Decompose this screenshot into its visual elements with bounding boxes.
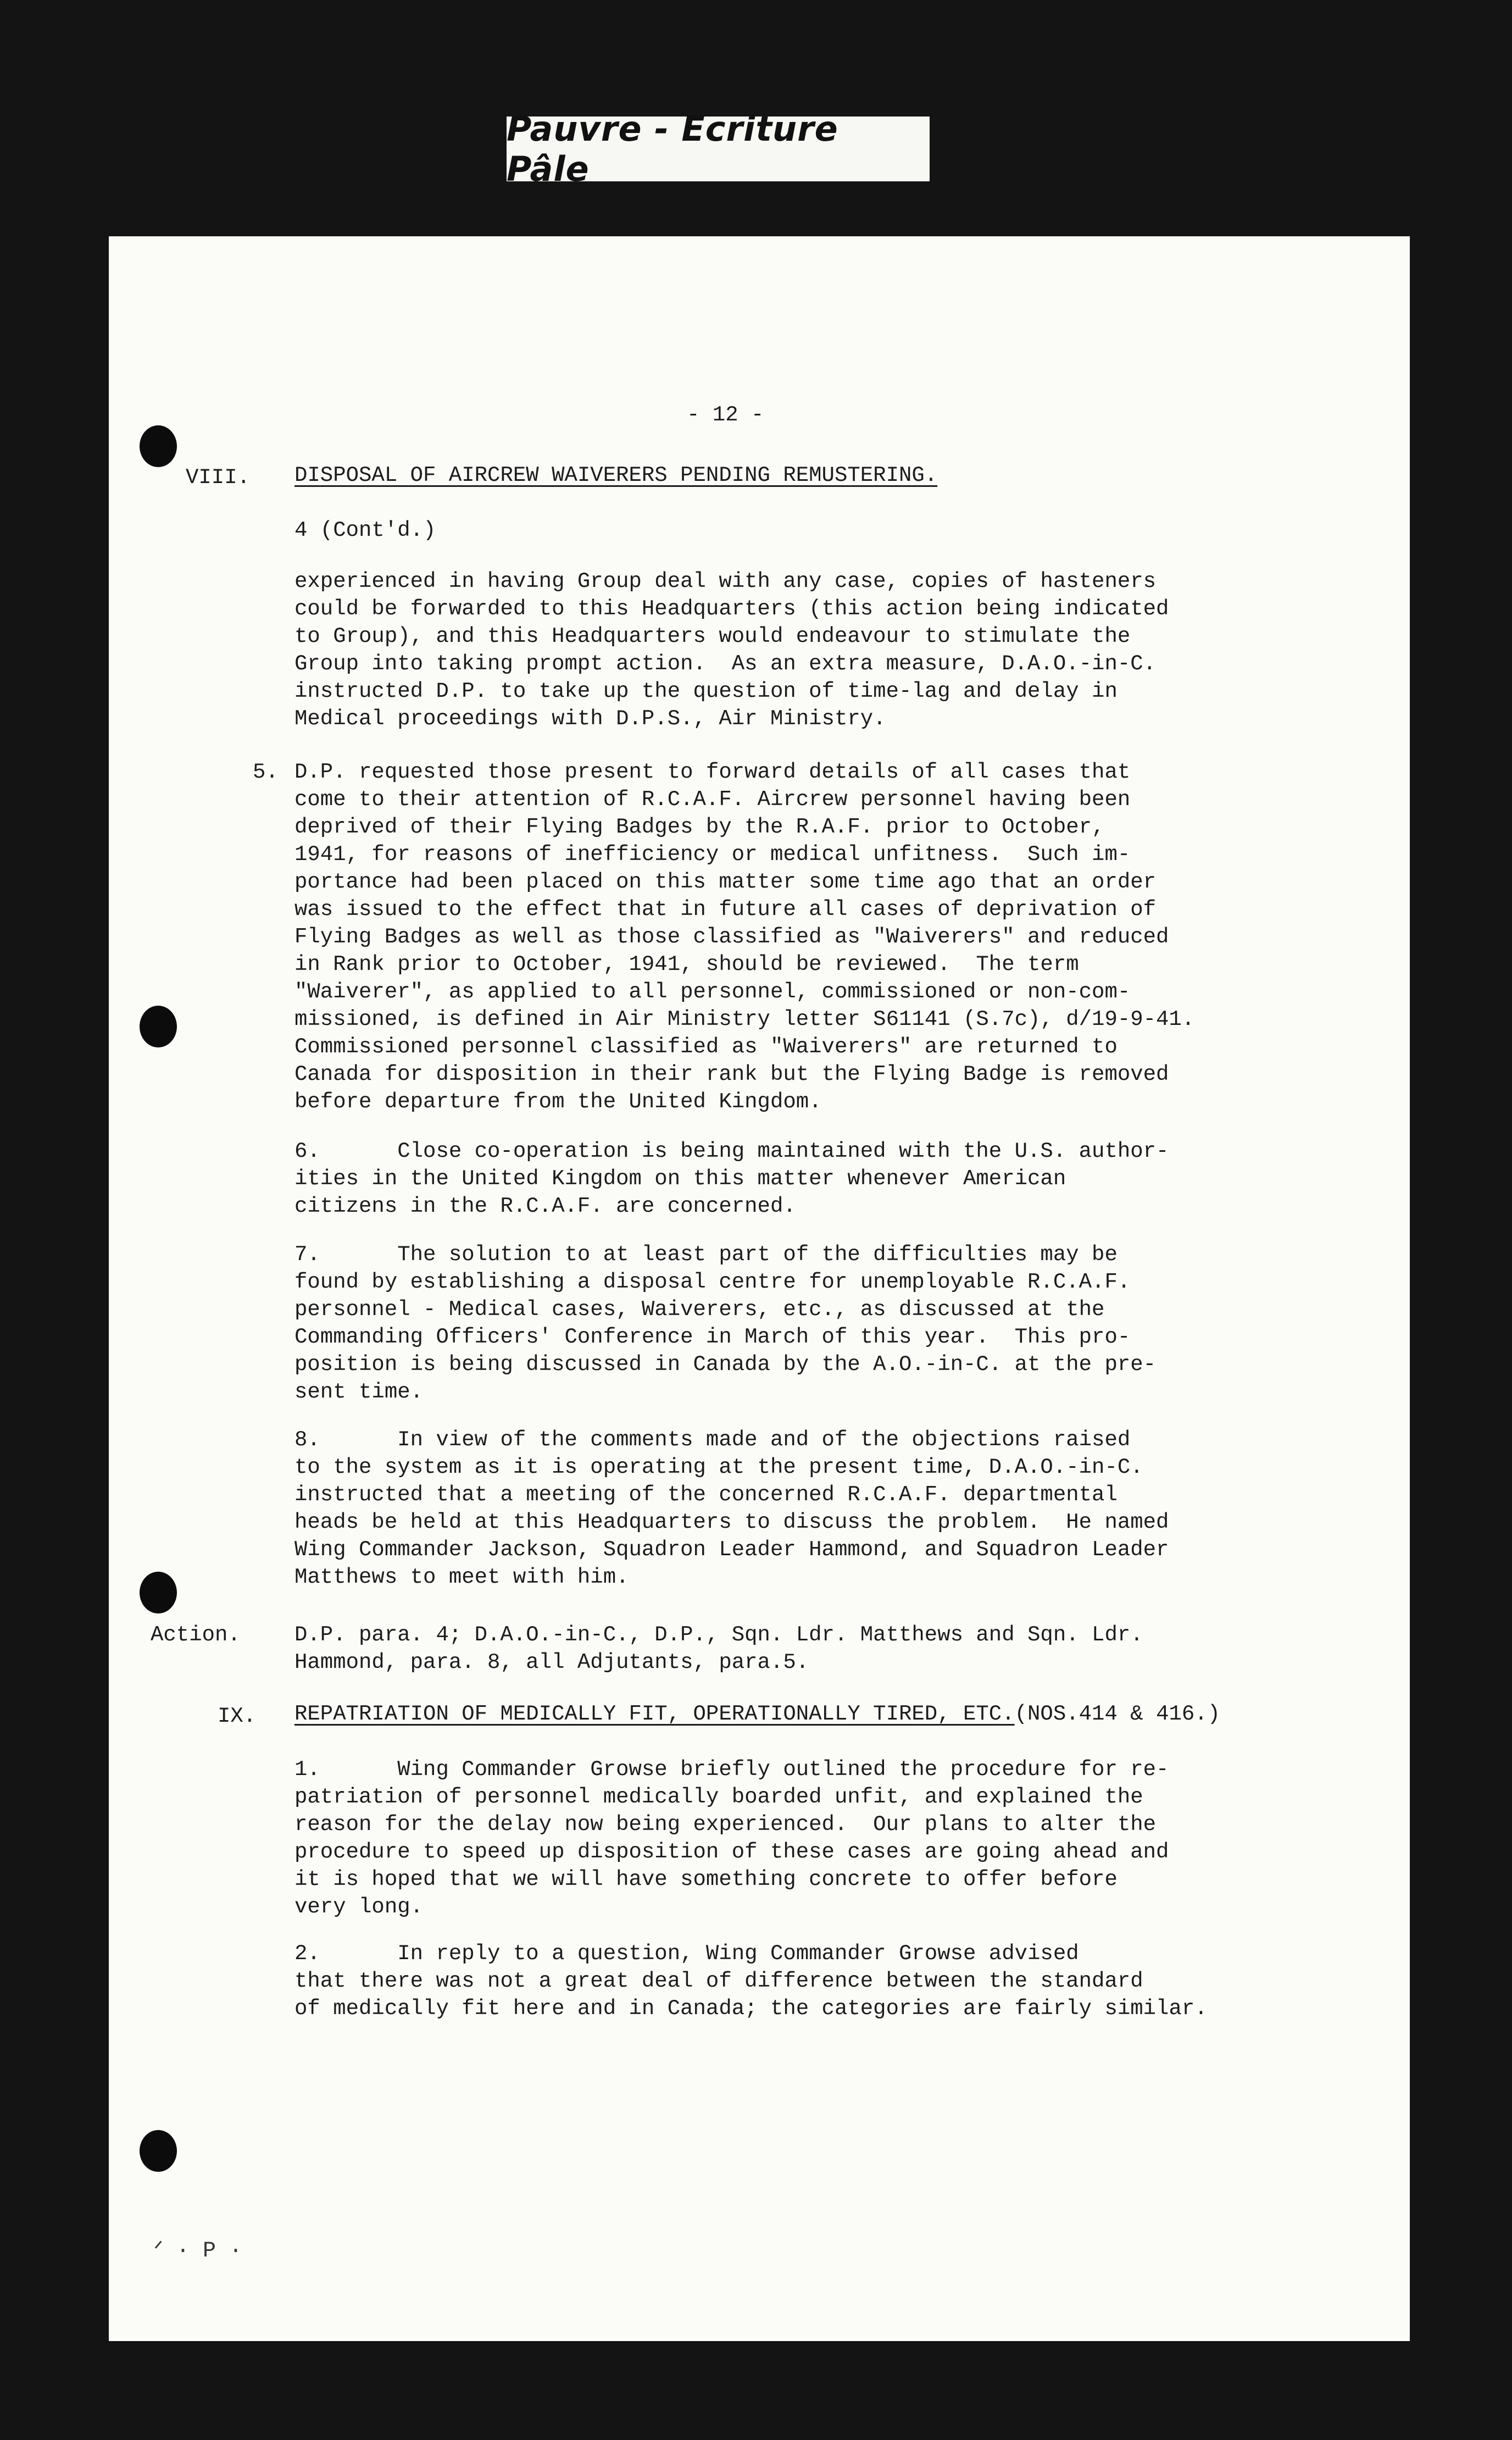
punch-hole bbox=[140, 425, 177, 467]
label-text: Pauvre - Ecriture Pâle bbox=[507, 109, 838, 189]
punch-hole bbox=[140, 2130, 177, 2172]
continued-label: 4 (Cont'd.) bbox=[294, 518, 436, 542]
paragraph-5: D.P. requested those present to forward details of all cases that come to their attention of R.C.A.F. Aircrew personnel having been deprived of their Flying Badges by the R.A.F. prior to October, 1941, for reasons of inefficiency or medical unfitness. Such im- portance had been placed on this matter some time ago that an order was issued to the effect that in future all cases of deprivation of Flying Badges as well as those classified as "Waiverers" and reduced in Rank prior to October, 1941, should be reviewed. The term "Waiverer", as applied to all personnel, commissioned or non-com- missioned, is defined in Air Ministry letter S61141 (S.7c), d/19-9-41. Commissioned personnel classified as "Waiverers" are returned to Canada for disposition in their rank but the Flying Badge is removed before departure from the United Kingdom. bbox=[294, 760, 1195, 1114]
punch-hole bbox=[140, 1006, 177, 1047]
page-number: - 12 - bbox=[687, 403, 764, 427]
document-page: ᐟ · P · - 12 - VIII. DISPOSAL OF AIRCREW WAIVERERS PENDING REMUSTERING. 4 (Cont'd.) experienced in having Group deal with any case, copies of hasteners could be forwarded to this Headquarters (this action being indicated to Group), and this Headquarters would endeavour to stimulate the Group into taking prompt action. As an extra measure, D.A.O.-in-C. instructed D.P. to take up the question of time-lag and delay in Medical proceedings with D.P.S., Air Ministry. 5. D.P. requested those present to forward details of all cases that come to their attention of R.C.A.F. Aircrew personnel having been deprived of their Flying Badges by the R.A.F. prior to October, 1941, for reasons of inefficiency or medical unfitness. Such im- portance had been placed on this matter some time ago that an order was issued to the effect that in future all cases of deprivation of Flying Badges as well as those classified as "Waiverers" and reduced in Rank prior to October, 1941, should be reviewed. The term "Waiverer", as applied to all personnel, commissioned or non-com- missioned, is defined in Air Ministry letter S61141 (S.7c), d/19-9-41. Commissioned personnel classified as "Waiverers" are returned to Canada for disposition in their rank but the Flying Badge is removed before departure from the United Kingdom. 6. Close co-operation is being maintained with the U.S. author- ities in the United Kingdom on this matter whenever American citizens in the R.C.A.F. are concerned. 7. The solution to at least part of the difficulties may be found by establishing a disposal centre for unemployable R.C.A.F. personnel - Medical cases, Waiverers, etc., as discussed at the Commanding Officers' Conference in March of this year. This pro- position is being discussed in Canada by the A.O.-in-C. at the pre- sent time. 8. In view of the comments made and of the objections raised to the system as it is operating at the present time, D.A.O.-in-C. instructed that a meeting of the concerned R.C.A.F. departmental heads be held at this Headquarters to discuss the problem. He named Wing Commander Jackson, Squadron Leader Hammond, and Squadron Leader Matthews to meet with him. Action. D.P. para. 4; D.A.O.-in-C., D.P., Sqn. Ldr. Matthews and Sqn. Ldr. Hammond, para. 8, all Adjutants, para.5. IX. REPATRIATION OF MEDICALLY FIT, OPERATIONALLY TIRED, ETC.(NOS.414 & 416.) 1. Wing Commander Growse briefly outlined the procedure for re- patriation of personnel medically boarded unfit, and explained the reason for the delay now being experienced. Our plans to alter the procedure to speed up disposition of these cases are going ahead and it is hoped that we will have something concrete to offer before very long. 2. In reply to a question, Wing Commander Growse advised that there was not a great deal of difference between the standard of medically fit here and in Canada; the categories are fairly similar. bbox=[109, 236, 1410, 2341]
action-text: D.P. para. 4; D.A.O.-in-C., D.P., Sqn. Ldr. Matthews and Sqn. Ldr. Hammond, para. 8, all Adjutants, para.5. bbox=[294, 1623, 1143, 1674]
section-title-ix-line bbox=[294, 1700, 1220, 1728]
paragraph-ix-2: 2. In reply to a question, Wing Commander Growse advised that there was not a great deal of difference between the standard of medically fit here and in Canada; the categories are fairly similar. bbox=[294, 1942, 1208, 2021]
section-numeral-viii: VIII. bbox=[186, 465, 251, 490]
handwritten-label bbox=[507, 109, 930, 189]
paragraph-ix-1: 1. Wing Commander Growse briefly outlined the procedure for re- patriation of personnel medically boarded unfit, and explained the reason for the delay now being experienced. Our plans to alter the procedure to speed up disposition of these cases are going ahead and it is hoped that we will have something concrete to offer before very long. bbox=[294, 1757, 1169, 1919]
action-label: Action. bbox=[151, 1623, 241, 1647]
paragraph-7: 7. The solution to at least part of the difficulties may be found by establishing a disposal centre for unemployable R.C.A.F. personnel - Medical cases, Waiverers, etc., as discussed at the Commanding Officers' Conference in March of this year. This pro- position is being discussed in Canada by the A.O.-in-C. at the pre- sent time. bbox=[294, 1243, 1157, 1404]
paragraph-5-number: 5. bbox=[253, 760, 279, 784]
punch-hole bbox=[140, 1572, 177, 1613]
paragraph-6: 6. Close co-operation is being maintained with the U.S. author- ities in the United Kingdom on this matter whenever American citizens in the R.C.A.F. are concerned. bbox=[294, 1139, 1169, 1218]
paragraph-8: 8. In view of the comments made and of the objections raised to the system as it is operating at the present time, D.A.O.-in-C. instructed that a meeting of the concerned R.C.A.F. departmental heads be held at this Headquarters to discuss the problem. He named Wing Commander Jackson, Squadron Leader Hammond, and Squadron Leader Matthews to meet with him. bbox=[294, 1428, 1169, 1589]
section-title-viii: DISPOSAL OF AIRCREW WAIVERERS PENDING REMUSTERING. bbox=[294, 463, 938, 487]
section-title-ix: REPATRIATION OF MEDICALLY FIT, OPERATIONALLY TIRED, ETC. bbox=[294, 1702, 1015, 1726]
paragraph-4-continued: experienced in having Group deal with any case, copies of hasteners could be forwarded to this Headquarters (this action being indicated to Group), and this Headquarters would endeavour to stimulate the Group into taking prompt action. As an extra measure, D.A.O.-in-C. instructed D.P. to take up the question of time-lag and delay in Medical proceedings with D.P.S., Air Ministry. bbox=[294, 569, 1169, 731]
section-title-ix-suffix: (NOS.414 & 416.) bbox=[1014, 1702, 1221, 1726]
section-numeral-ix: IX. bbox=[218, 1704, 257, 1728]
